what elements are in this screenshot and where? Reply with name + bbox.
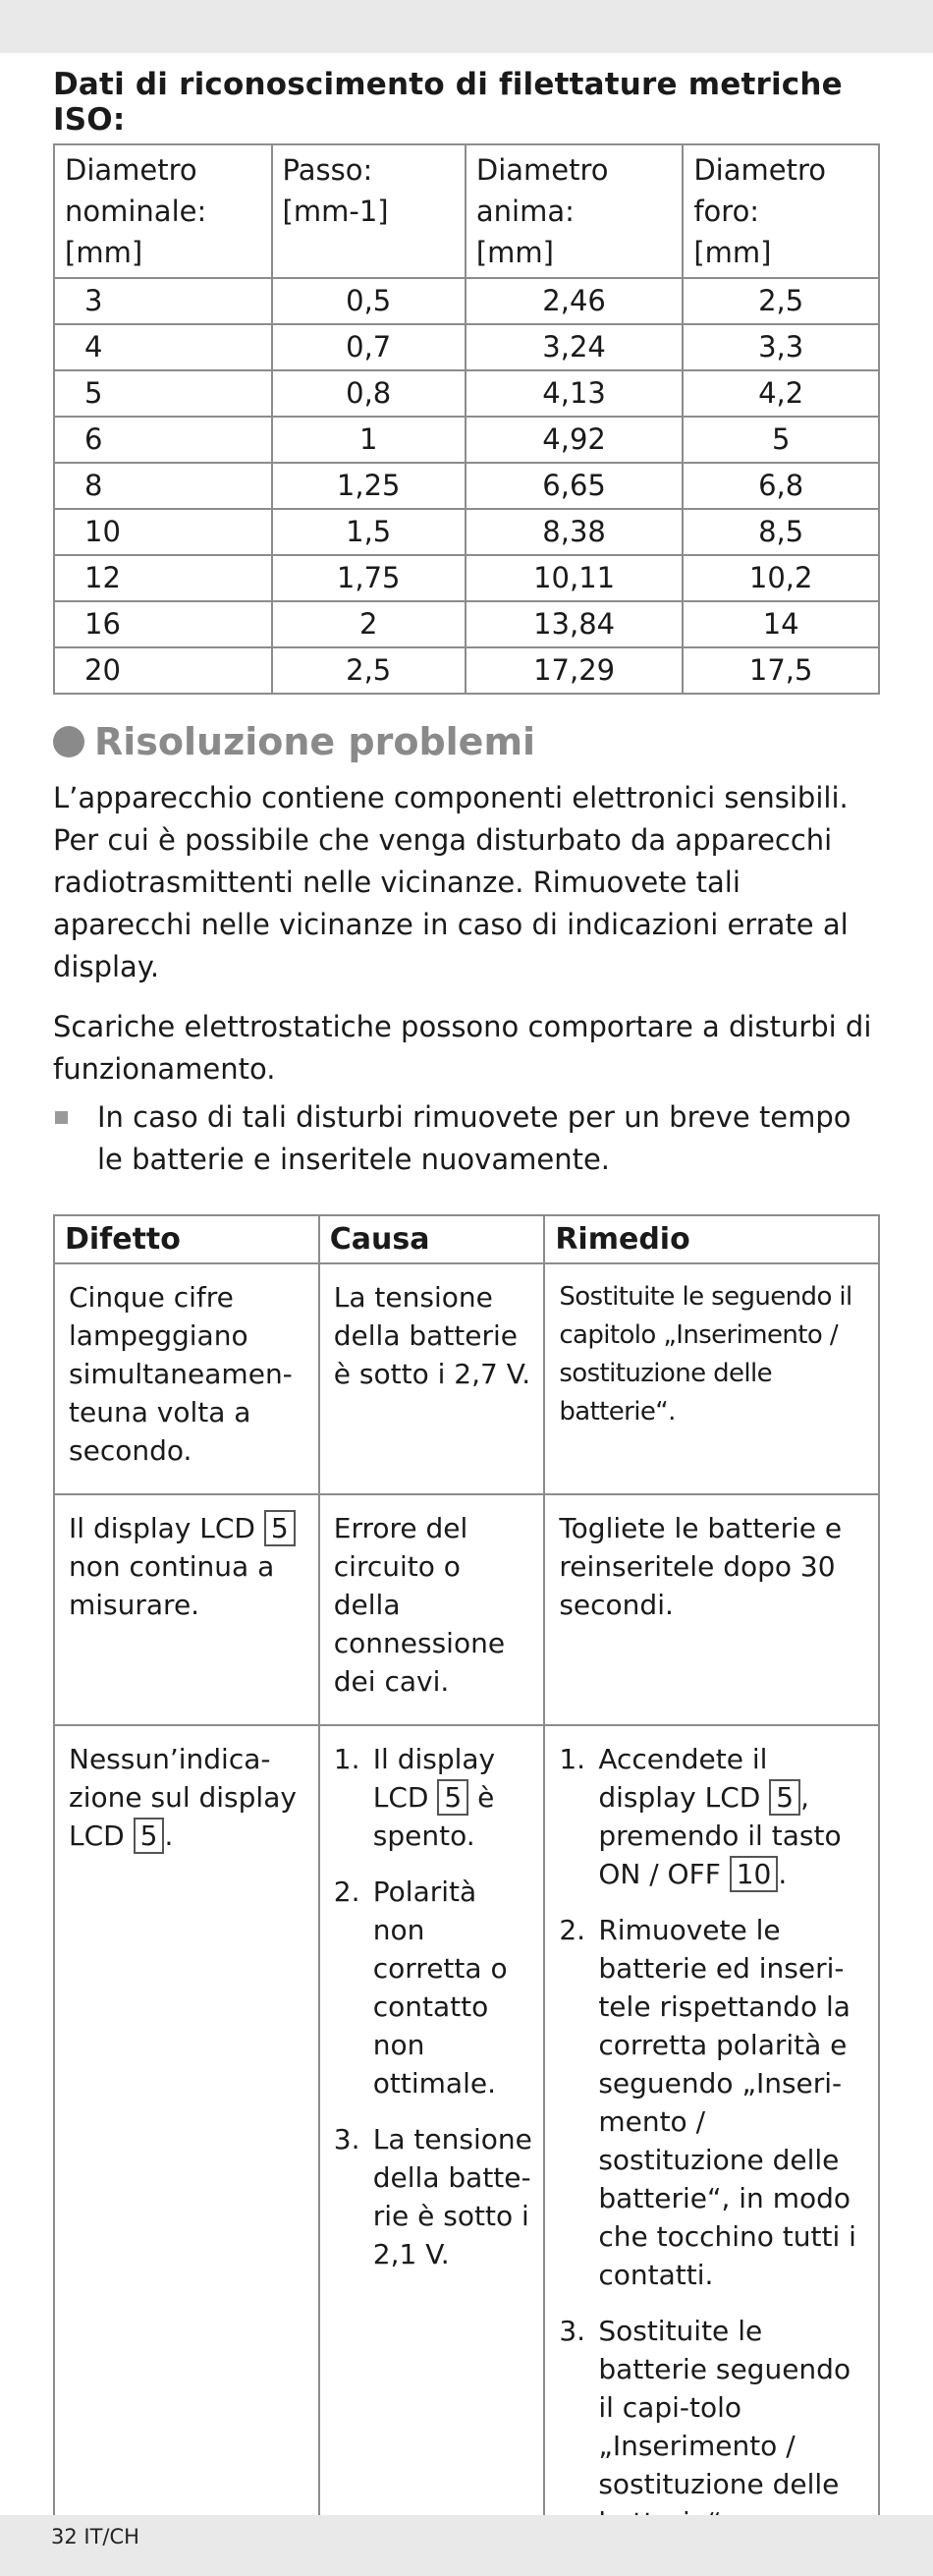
table-cell: 5 (54, 370, 272, 417)
remedy-cell: Sostituite le seguendo il capitolo „Inserimento / sostituzione delle batterie“. (544, 1263, 879, 1494)
header-remedy: Rimedio (544, 1215, 879, 1263)
table-cell: 2,5 (272, 647, 466, 694)
table-cell: 4,2 (683, 370, 879, 417)
table-row (54, 1263, 879, 1494)
table-cell: 2,5 (683, 278, 879, 324)
lcd-reference-box: 5 (769, 1779, 800, 1816)
table-cell: 8,38 (466, 509, 683, 555)
fault-text: Nessun’indica-zione sul display LCD (69, 1743, 297, 1852)
header-pitch (272, 144, 466, 278)
remedy-item (559, 2312, 868, 2542)
table-cell: 10,11 (466, 555, 683, 601)
item-number: 1. (559, 1743, 586, 1775)
item-number: 2. (333, 1876, 360, 1908)
table-cell: 17,29 (466, 647, 683, 694)
table-row (54, 463, 879, 509)
fault-cell (54, 1725, 319, 2566)
table-cell: 2,46 (466, 278, 683, 324)
iso-table-title: Dati di riconoscimento di filettature metriche ISO: (53, 67, 843, 138)
header-line: anima: (475, 195, 575, 228)
table-row (54, 1494, 879, 1725)
cause-text: La tensione della batte-rie è sotto i 2,1 V. (372, 2123, 532, 2270)
remedy-cell (544, 1725, 879, 2566)
table-cell: 17,5 (683, 647, 879, 694)
table-cell: 10,2 (683, 555, 879, 601)
header-line: [mm-1] (282, 195, 389, 228)
cause-cell (319, 1725, 545, 2566)
header-hole-diameter (683, 144, 879, 278)
table-cell: 8,5 (683, 509, 879, 555)
table-cell: 4,92 (466, 417, 683, 463)
top-band (0, 0, 933, 53)
fault-text: . (164, 1820, 174, 1852)
table-row (54, 324, 879, 370)
lcd-reference-box: 5 (264, 1510, 296, 1546)
table-cell: 1,5 (272, 509, 466, 555)
table-row (54, 509, 879, 555)
table-cell: 3 (54, 278, 272, 324)
table-cell: 6,8 (683, 463, 879, 509)
header-line: Diametro (475, 153, 609, 187)
table-cell: 3,3 (683, 324, 879, 370)
header-line: Passo: (282, 153, 373, 187)
table-cell: 5 (683, 417, 879, 463)
table-cell: 0,5 (272, 278, 466, 324)
on-off-key-reference-box: 10 (730, 1856, 779, 1892)
table-cell: 6 (54, 417, 272, 463)
square-bullet-icon (55, 1111, 68, 1124)
table-cell: 1,75 (272, 555, 466, 601)
fault-cell: Cinque cifre lampeggiano simultaneamen-teuna volta a secondo. (54, 1263, 319, 1494)
lcd-reference-box: 5 (437, 1779, 468, 1816)
page-content (53, 59, 880, 2567)
iso-header-row (54, 144, 879, 278)
remedy-item (559, 1911, 868, 2294)
table-row (54, 1725, 879, 2566)
header-line: [mm] (65, 236, 143, 269)
iso-thread-table (53, 143, 880, 695)
fault-text: non continua a misurare. (69, 1550, 275, 1621)
cause-item (334, 1873, 534, 2102)
header-core-diameter (466, 144, 683, 278)
item-number: 3. (333, 2123, 360, 2156)
fault-cell (54, 1494, 319, 1725)
remedy-text: , premendo il tasto ON / OFF (598, 1781, 842, 1890)
table-cell: 6,65 (466, 463, 683, 509)
section-title: Risoluzione problemi (94, 720, 536, 763)
table-cell: 13,84 (466, 601, 683, 647)
remedy-text: Sostituite le batterie seguendo il capi-tolo „Inserimento / sostituzione delle (598, 2315, 851, 2500)
header-cause: Causa (319, 1215, 545, 1263)
header-line: [mm] (693, 236, 772, 269)
table-cell: 12 (54, 555, 272, 601)
header-line: Diametro (693, 153, 826, 187)
cause-text: Il display LCD (372, 1743, 496, 1814)
item-number: 1. (333, 1743, 360, 1775)
header-line: foro: (693, 195, 760, 228)
cause-text: Polarità non corretta o contatto non ottimale. (372, 1876, 508, 2100)
cause-cell: Errore del circuito o della connessione dei cavi. (319, 1494, 545, 1725)
table-row (54, 555, 879, 601)
bottom-band (0, 2515, 933, 2576)
table-cell: 1 (272, 417, 466, 463)
table-cell: 1,25 (272, 463, 466, 509)
table-row (54, 417, 879, 463)
table-row (54, 647, 879, 694)
table-row (54, 601, 879, 647)
header-fault: Difetto (54, 1215, 319, 1263)
table-cell: 16 (54, 601, 272, 647)
table-cell: 4,13 (466, 370, 683, 417)
list-item-text: In caso di tali disturbi rimuovete per un breve tempo le batterie e inseritele nuovamente. (97, 1100, 851, 1176)
remedy-text: . (778, 1858, 788, 1890)
fault-header-row (54, 1215, 879, 1263)
header-line: [mm] (475, 236, 554, 269)
esd-paragraph: Scariche elettrostatiche possono comportare a disturbi di funzionamento. (53, 1010, 872, 1086)
remedy-cell: Togliete le batterie e reinseritele dopo 30 secondi. (544, 1494, 879, 1725)
fault-table (53, 1214, 880, 2567)
table-cell: 14 (683, 601, 879, 647)
remedy-text: Rimuovete le batterie ed inseri-tele rispettando la corretta polarità e seguendo „Inseri-mento / sostituzione delle batterie“, in modo che tocchino tutti i contatti. (598, 1914, 856, 2291)
section-heading (53, 720, 880, 763)
bullet-dot-icon (53, 726, 84, 757)
header-line: Diametro (65, 153, 197, 187)
table-cell: 0,8 (272, 370, 466, 417)
fault-text: Il display LCD (69, 1512, 255, 1544)
table-cell: 10 (54, 509, 272, 555)
header-line: nominale: (65, 195, 207, 228)
remedy-text: Accendete il display LCD (598, 1743, 768, 1814)
table-cell: 3,24 (466, 324, 683, 370)
cause-item (334, 2120, 534, 2273)
intro-paragraph: L’apparecchio contiene componenti elettronici sensibili. Per cui è possibile che venga disturbato da apparecchi radiotrasmittenti nelle vicinanze. Rimuovete tali aparecchi nelle vicinanze in caso di indicazioni errate al display. (53, 781, 849, 983)
table-cell: 8 (54, 463, 272, 509)
lcd-reference-box: 5 (134, 1818, 165, 1854)
cause-cell: La tensione della batterie è sotto i 2,7 V. (319, 1263, 545, 1494)
table-cell: 2 (272, 601, 466, 647)
page-footer: 32 IT/CH (51, 2525, 139, 2548)
list-item (53, 1096, 880, 1181)
table-cell: 4 (54, 324, 272, 370)
item-number: 3. (559, 2315, 586, 2347)
cause-item (334, 1740, 534, 1855)
table-row (54, 370, 879, 417)
table-cell: 20 (54, 647, 272, 694)
header-nominal-diameter (54, 144, 272, 278)
table-cell: 0,7 (272, 324, 466, 370)
item-number: 2. (559, 1914, 586, 1946)
remedy-item (559, 1740, 868, 1893)
table-row (54, 278, 879, 324)
cause-text: è spento. (372, 1781, 495, 1852)
